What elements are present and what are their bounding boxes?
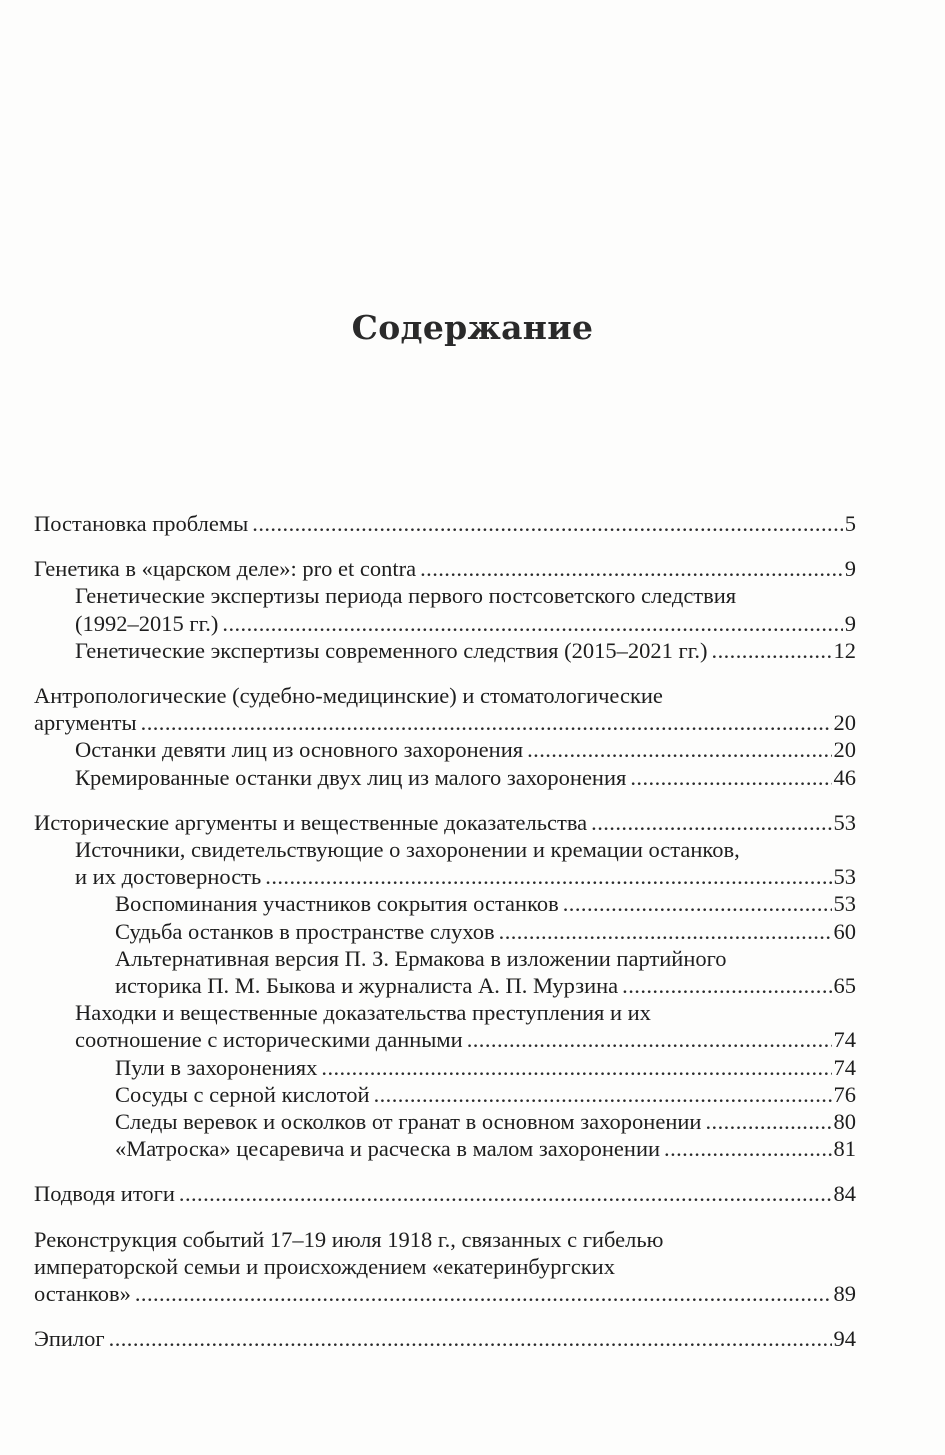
toc-entry-line bbox=[115, 918, 856, 945]
toc-entry-level-1[interactable] bbox=[34, 510, 856, 537]
toc-entry-line bbox=[115, 1081, 856, 1108]
toc-entry-level-3[interactable] bbox=[34, 1108, 856, 1135]
toc-page-number: 89 bbox=[833, 1281, 856, 1307]
toc-entry-title: Останки девяти лиц из основного захоронения bbox=[75, 737, 524, 763]
dot-leader bbox=[374, 1081, 832, 1108]
toc-page-number: 46 bbox=[833, 764, 856, 790]
dot-leader bbox=[420, 555, 843, 582]
page-title: Содержание bbox=[351, 308, 594, 347]
dot-leader bbox=[591, 809, 831, 836]
toc-entry-title-line: Генетические экспертизы периода первого постсоветского следствия bbox=[75, 583, 737, 609]
toc-entry-line bbox=[34, 555, 856, 582]
dot-leader bbox=[563, 890, 832, 917]
dot-leader bbox=[321, 1054, 831, 1081]
toc-entry-level-3[interactable] bbox=[34, 1081, 856, 1108]
toc-page-number: 20 bbox=[833, 737, 856, 763]
dot-leader bbox=[179, 1180, 832, 1207]
toc-page-number: 81 bbox=[833, 1136, 856, 1162]
toc-entry-title: и их достоверность bbox=[75, 864, 262, 890]
dot-leader bbox=[705, 1108, 831, 1135]
toc-entry-level-1[interactable] bbox=[34, 555, 856, 582]
dot-leader bbox=[141, 709, 832, 736]
section-gap bbox=[34, 537, 856, 555]
toc-entry-line bbox=[75, 637, 856, 664]
toc-page-number: 60 bbox=[833, 918, 856, 944]
toc-entry-level-2[interactable] bbox=[34, 582, 856, 636]
toc-entry-title: Пули в захоронениях bbox=[115, 1054, 318, 1080]
dot-leader bbox=[265, 863, 831, 890]
section-gap bbox=[34, 1307, 856, 1325]
toc-entry-level-2[interactable] bbox=[34, 836, 856, 890]
toc-entry-title-line: Альтернативная версия П. З. Ермакова в изложении партийного bbox=[115, 945, 727, 971]
toc-entry-title: «Матроска» цесаревича и расческа в малом захоронении bbox=[115, 1136, 661, 1162]
toc-entry-line bbox=[115, 890, 856, 917]
toc-entry-level-1[interactable] bbox=[34, 809, 856, 836]
section-gap bbox=[34, 1208, 856, 1226]
toc-entry-title: соотношение с историческими данными bbox=[75, 1027, 463, 1053]
toc-page-number: 74 bbox=[833, 1054, 856, 1080]
toc-page-number: 53 bbox=[833, 891, 856, 917]
toc-entry-line bbox=[115, 1108, 856, 1135]
toc-page-number: 20 bbox=[833, 710, 856, 736]
dot-leader bbox=[664, 1135, 831, 1162]
toc-entry-line bbox=[34, 709, 856, 736]
toc-page-number: 84 bbox=[833, 1181, 856, 1207]
toc-entry-level-3[interactable] bbox=[34, 945, 856, 999]
toc-page-number: 53 bbox=[833, 864, 856, 890]
toc-page-number: 12 bbox=[833, 637, 856, 663]
toc-entry-level-3[interactable] bbox=[34, 918, 856, 945]
dot-leader bbox=[109, 1325, 832, 1352]
toc-entry-level-2[interactable] bbox=[34, 999, 856, 1053]
toc-page-number: 53 bbox=[833, 809, 856, 835]
toc-section bbox=[34, 510, 856, 537]
toc-entry-title: историка П. М. Быкова и журналиста А. П. Мурзина bbox=[115, 973, 619, 999]
toc-entry-level-3[interactable] bbox=[34, 1054, 856, 1081]
toc-entry-title: Подводя итоги bbox=[34, 1181, 175, 1207]
toc-entry-title: Судьба останков в пространстве слухов bbox=[115, 918, 495, 944]
toc-entry-title: Генетические экспертизы современного следствия (2015–2021 гг.) bbox=[75, 637, 708, 663]
dot-leader bbox=[222, 610, 842, 637]
toc-entry-line bbox=[115, 972, 856, 999]
dot-leader bbox=[252, 510, 842, 537]
toc-entry-line bbox=[34, 1180, 856, 1207]
toc-entry-title-line: Источники, свидетельствующие о захоронении и кремации останков, bbox=[75, 837, 740, 863]
dot-leader bbox=[622, 972, 831, 999]
toc-entry-title: останков» bbox=[34, 1281, 131, 1307]
toc-entry-line bbox=[75, 736, 856, 763]
toc-entry-level-2[interactable] bbox=[34, 637, 856, 664]
toc-section bbox=[34, 1325, 856, 1352]
toc-entry-line bbox=[75, 610, 856, 637]
toc-page-number: 76 bbox=[833, 1081, 856, 1107]
toc-entry-line bbox=[115, 1054, 856, 1081]
toc-entry-level-1[interactable] bbox=[34, 1226, 856, 1308]
toc-entry-line bbox=[75, 1026, 856, 1053]
dot-leader bbox=[712, 637, 832, 664]
toc-section bbox=[34, 1180, 856, 1207]
toc-entry-title: Сосуды с серной кислотой bbox=[115, 1081, 370, 1107]
toc-entry-line bbox=[34, 1280, 856, 1307]
dot-leader bbox=[135, 1280, 832, 1307]
section-gap bbox=[34, 1162, 856, 1180]
toc-page-number: 65 bbox=[833, 973, 856, 999]
toc-entry-level-1[interactable] bbox=[34, 1325, 856, 1352]
toc-entry-line bbox=[75, 764, 856, 791]
toc-entry-title: (1992–2015 гг.) bbox=[75, 610, 219, 636]
toc-entry-level-2[interactable] bbox=[34, 764, 856, 791]
dot-leader bbox=[527, 736, 831, 763]
toc-entry-line bbox=[34, 809, 856, 836]
toc-entry-title-line: Антропологические (судебно-медицинские) и стоматологические bbox=[34, 683, 663, 709]
toc-page-number: 94 bbox=[833, 1326, 856, 1352]
toc-entry-title-line: императорской семьи и происхождением «екатеринбургских bbox=[34, 1253, 615, 1279]
dot-leader bbox=[467, 1026, 832, 1053]
dot-leader bbox=[499, 918, 832, 945]
toc-entry-title: Исторические аргументы и вещественные доказательства bbox=[34, 809, 588, 835]
toc-entry-level-3[interactable] bbox=[34, 890, 856, 917]
section-gap bbox=[34, 791, 856, 809]
toc-section bbox=[34, 1226, 856, 1308]
toc-entry-line bbox=[115, 1135, 856, 1162]
toc-entry-title: Кремированные останки двух лиц из малого захоронения bbox=[75, 764, 627, 790]
toc-entry-level-1[interactable] bbox=[34, 1180, 856, 1207]
toc-entry-title-line: Реконструкция событий 17–19 июля 1918 г., связанных с гибелью bbox=[34, 1226, 664, 1252]
toc-section bbox=[34, 809, 856, 1163]
toc-entry-title: аргументы bbox=[34, 710, 137, 736]
toc-entry-line bbox=[34, 1325, 856, 1352]
toc-entry-level-2[interactable] bbox=[34, 736, 856, 763]
table-of-contents bbox=[34, 510, 856, 1352]
toc-page-number: 5 bbox=[844, 511, 856, 536]
toc-page-number: 9 bbox=[844, 556, 856, 582]
toc-entry-title: Воспоминания участников сокрытия останков bbox=[115, 891, 559, 917]
toc-entry-title: Следы веревок и осколков от гранат в основном захоронении bbox=[115, 1109, 702, 1135]
toc-entry-title: Эпилог bbox=[34, 1326, 105, 1352]
toc-page-number: 74 bbox=[833, 1027, 856, 1053]
toc-entry-title-line: Находки и вещественные доказательства преступления и их bbox=[75, 1000, 651, 1026]
toc-entry-title: Постановка проблемы bbox=[34, 511, 249, 536]
toc-section bbox=[34, 682, 856, 791]
dot-leader bbox=[630, 764, 831, 791]
toc-entry-line bbox=[75, 863, 856, 890]
toc-section bbox=[34, 555, 856, 664]
toc-page-number: 80 bbox=[833, 1109, 856, 1135]
toc-entry-line bbox=[34, 510, 856, 537]
toc-entry-level-1[interactable] bbox=[34, 682, 856, 736]
toc-entry-title: Генетика в «царском деле»: pro et contra bbox=[34, 556, 417, 582]
section-gap bbox=[34, 664, 856, 682]
toc-page-number: 9 bbox=[844, 610, 856, 636]
toc-entry-level-3[interactable] bbox=[34, 1135, 856, 1162]
